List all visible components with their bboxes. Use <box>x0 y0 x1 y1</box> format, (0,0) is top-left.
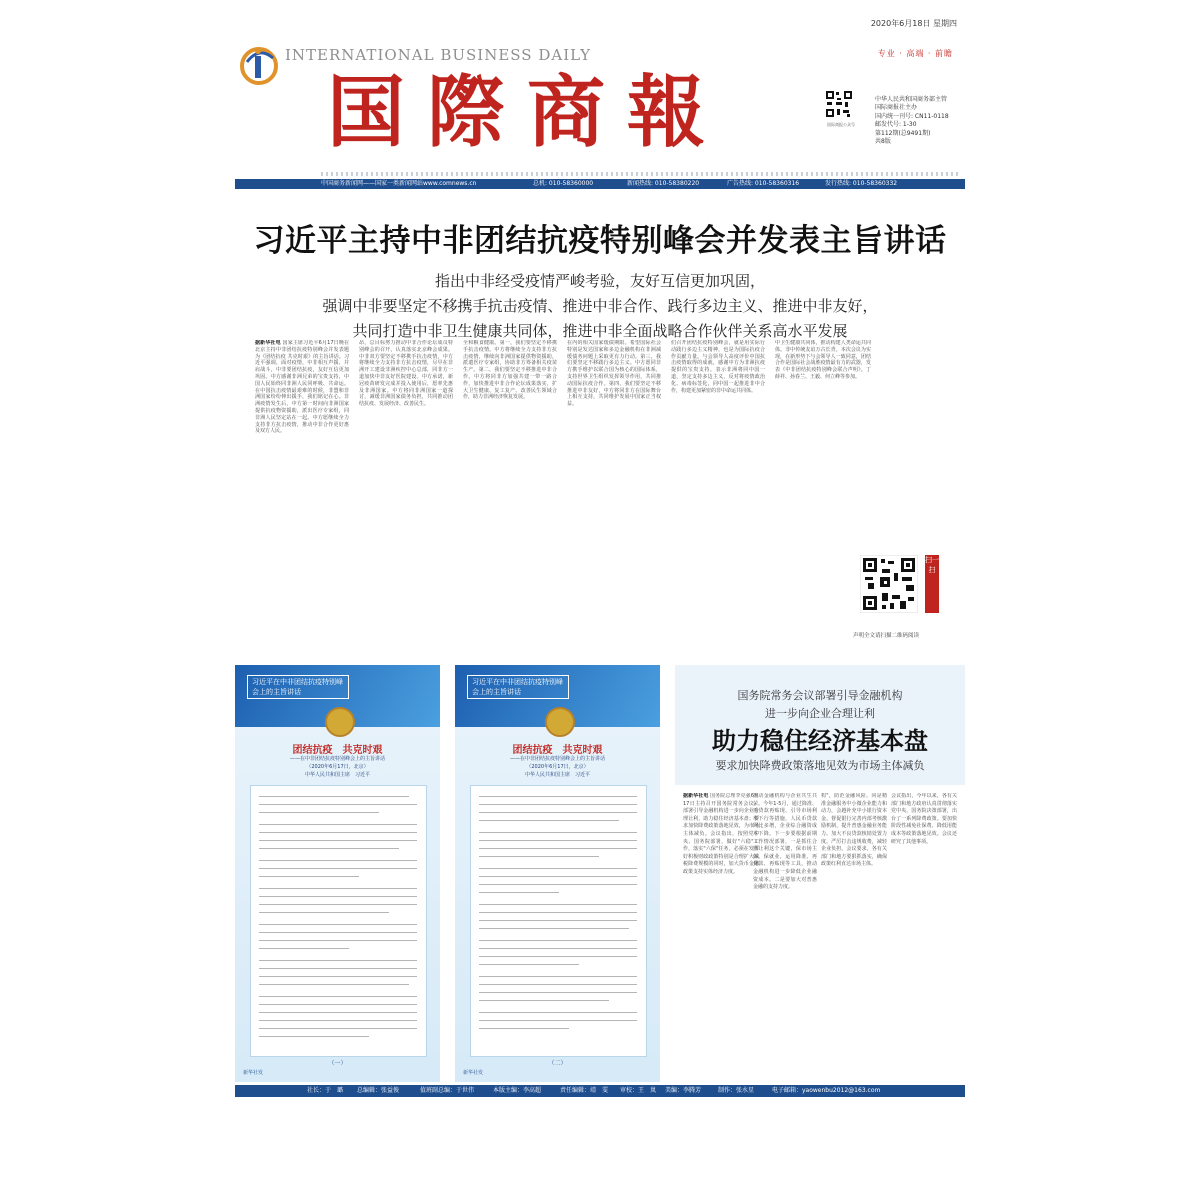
pub-line: 国际商报社主办 <box>875 104 918 112</box>
booklet-tag: 习近平在中非团结抗疫特别峰会上的主旨讲话 <box>247 675 349 699</box>
text-line <box>479 804 637 805</box>
booklet-subtitle-line: （2020年6月17日，北京） <box>306 764 369 770</box>
wechat-qr-code[interactable] <box>825 90 853 118</box>
text-line <box>259 824 417 825</box>
text-line <box>479 904 637 905</box>
text-line <box>259 840 417 841</box>
text-line <box>479 956 637 957</box>
booklet-tag: 习近平在中非团结抗疫特别峰会上的主旨讲话 <box>467 675 569 699</box>
text-line <box>479 920 637 921</box>
producer-credit: 制作：张水星 <box>718 1087 755 1094</box>
article-column <box>255 340 349 660</box>
ad-hotline: 广告热线: 010-58360316 <box>727 180 800 187</box>
slogan: 专业 · 高端 · 前瞻 <box>877 49 953 58</box>
booklet-title: 团结抗疫 共克时艰 <box>292 745 383 756</box>
text-line <box>259 876 359 877</box>
text-line <box>259 804 417 805</box>
article-text: 中卫生健康共同体，推动构建人类命运共同体。非中传统友谊万古长青。本次会议为实现，在新形势下与会领导人一致同意，团结合作是国际社会战胜疫情最有力的武器，发表《中非团结抗疫特别峰会联合声明》。丁薛祥、孙春兰、王毅、何立峰等参加。 <box>775 340 871 380</box>
article-column <box>567 340 661 660</box>
text-line <box>479 1000 609 1001</box>
switchboard-info: 总机: 010-58360000 <box>533 180 594 187</box>
article-column <box>463 340 557 660</box>
pub-line: 中华人民共和国商务部主管 <box>875 96 948 103</box>
article-column <box>683 793 759 1083</box>
website-info: 中国商务新闻网——国家一类新闻网站www.comnews.cn <box>321 180 477 187</box>
text-line <box>479 840 637 841</box>
subheadline: 强调中非要坚定不移携手抗击疫情、推进中非合作、践行多边主义、推进中非友好， <box>322 297 878 315</box>
text-line <box>479 868 637 869</box>
text-line <box>259 860 417 861</box>
text-line <box>479 1012 637 1013</box>
text-line <box>259 796 409 797</box>
article-title: 助力稳住经济基本盘 <box>712 727 928 755</box>
text-line <box>479 812 637 813</box>
text-line <box>479 884 637 885</box>
article-subtitle: 要求加快降费政策落地见效为市场主体减负 <box>715 759 925 772</box>
booklet-subtitle-line: ——在中非团结抗疫特别峰会上的主旨讲话 <box>289 756 385 762</box>
text-line <box>259 924 417 925</box>
article-column <box>821 793 887 1083</box>
newspaper-page <box>235 0 965 1200</box>
chinese-masthead: 国際商報 <box>327 67 728 158</box>
booklet-title: 团结抗疫 共克时艰 <box>512 745 603 756</box>
text-line <box>479 984 637 985</box>
text-line <box>259 832 417 833</box>
text-line <box>479 1028 569 1029</box>
text-line <box>479 892 559 893</box>
text-line <box>259 940 417 941</box>
booklet-subtitle-line: ——在中非团结抗疫特别峰会上的主旨讲话 <box>509 756 605 762</box>
article-column <box>891 793 957 1083</box>
booklet-subtitle-line: 中华人民共和国主席 习近平 <box>304 772 370 778</box>
dotted-divider <box>321 172 961 176</box>
article-column <box>359 340 453 660</box>
text-line <box>259 996 417 997</box>
text-line <box>259 1012 417 1013</box>
text-line <box>259 1004 417 1005</box>
text-line <box>259 984 409 985</box>
booklet-credit: 新华社发 <box>243 1070 264 1076</box>
text-line <box>259 932 417 933</box>
text-line <box>479 948 637 949</box>
booklet-subtitle <box>455 755 660 779</box>
pub-line: 第112期(总9491期) <box>875 129 931 137</box>
text-line <box>259 976 417 977</box>
text-line <box>259 948 349 949</box>
text-line <box>479 992 637 993</box>
text-line <box>259 1020 417 1021</box>
booklet-number: （二） <box>548 1060 567 1067</box>
text-line <box>479 796 637 797</box>
article-column <box>775 340 871 550</box>
national-emblem-icon <box>545 707 575 737</box>
pub-line: 国内统一刊号: CN11-0118 <box>875 112 949 120</box>
booklet-text-box <box>250 785 427 1057</box>
text-line <box>479 856 599 857</box>
text-line <box>259 1036 369 1037</box>
text-line <box>479 832 637 833</box>
booklet-subtitle-line: 中华人民共和国主席 习近平 <box>524 772 590 778</box>
pub-line: 邮发代号: 1-30 <box>875 121 917 129</box>
booklet-credit: 新华社发 <box>463 1070 484 1076</box>
main-headline: 习近平主持中非团结抗疫特别峰会并发表主旨讲话 <box>253 223 947 259</box>
text-line <box>479 964 579 965</box>
booklet-subtitle-line: （2020年6月17日，北京） <box>526 764 589 770</box>
article-text: 构"，防范金融风险。同是精准金融服务中小微企业能力和动力，会越补充中小银行资本金。督促银行完善内部考核激励机制，提升普惠金融业务能力。加大不良贷款核销处置力度。严厉打击违规收费，减轻企业负担。会议要求，各有关部门和地方要狠抓落实，确保政策红利直达市场主体。 <box>821 793 887 868</box>
text-line <box>259 960 417 961</box>
qr-caption: 声明全文请扫描二维码阅读 <box>853 633 920 639</box>
responsible-editor-credit: 责任编辑：靖 雯 <box>560 1087 609 1094</box>
dateline: 据新华社电 <box>255 340 281 346</box>
staff-bar <box>235 1085 965 1097</box>
text-line <box>479 928 629 929</box>
article-column <box>753 793 817 1083</box>
text-line <box>259 888 417 889</box>
text-line <box>479 820 619 821</box>
text-line <box>259 968 417 969</box>
article-kicker: 国务院常务会议部署引导金融机构 <box>737 689 903 702</box>
text-line <box>479 848 637 849</box>
booklet-text-box <box>470 785 647 1057</box>
article-text: 昂，总目标努力推动中非合作论坛成员特别峰会的召开，认真落实北京峰会成果。中非双方要坚定不移携手抗击疫情，中方将继续全力支持非方抗击疫情，尽早在非洲开工建设非洲疾控中心总部，同非方一道加快中非友好医院建设。中方承诺，新冠疫苗研发完成并投入使用后，愿率先惠及非洲国家。中方将同非洲国家一道探讨，减缓非洲国家债务负担，共同推动团结抗疫、发展经济、改善民生。 <box>359 340 453 408</box>
text-line <box>479 876 637 877</box>
article-kicker: 进一步向企业合理让利 <box>765 707 875 720</box>
publication-info <box>875 96 949 146</box>
speech-booklet-image <box>235 665 440 1082</box>
contact-bar <box>235 179 965 189</box>
text-line <box>259 848 399 849</box>
article-text: 在内的相关国家缓债期限。希望国际社会特别是发达国家和多边金融机构在非洲减缓债务问题上采取更有力行动。第三，我们要坚定不移践行多边主义。中方愿同非方携手维护以联合国为核心的国际体系，支持世界卫生组织发挥领导作用，共同推动国际抗疫合作。第四，我们要坚定不移推进中非友好，中方将同非方在国际舞台上相互支持，共同维护发展中国家正当权益。 <box>567 340 661 408</box>
national-emblem-icon <box>325 707 355 737</box>
text-line <box>479 976 637 977</box>
pub-line: 共8版 <box>875 138 891 146</box>
page-editor-credit: 本版主编：李高超 <box>493 1087 542 1094</box>
art-editor-credit: 美编：李腾芳 <box>665 1087 702 1094</box>
text-line <box>259 812 379 813</box>
article-text: 全和粮食健康。第一，我们要坚定不移携手抗击疫情。中方将继续全力支持非方抗击疫情，继续向非洲国家提供物资援助，派遣医疗专家组，协助非方筹备相关疫苗生产。第二，我们要坚定不移推进中非合作。中方将同非方加强共建一带一路合作，加快推进中非合作论坛成果落实，扩大卫生健康、复工复产、改善民生领域合作，助力非洲经济恢复发展。 <box>463 340 557 401</box>
email-link[interactable]: 电子邮箱：yaowenbu2012@163.com <box>772 1087 881 1094</box>
text-line <box>479 940 637 941</box>
scan-label: 扫一扫 <box>925 555 939 613</box>
text-line <box>259 868 417 869</box>
article-text: 会议指出，今年以来，各有关部门和地方政府认真贯彻落实党中央、国务院决策部署，出台了一系列降费政策。要加快阶段性减免社保费、降低用能成本等政策落地见效。会议还研究了其他事项。 <box>891 793 957 845</box>
article-column <box>671 340 765 660</box>
speech-booklet-image <box>455 665 660 1082</box>
english-masthead: INTERNATIONAL BUSINESS DAILY <box>285 46 592 64</box>
qr-caption: 国际商报公众号 <box>827 122 855 127</box>
text-line <box>479 912 637 913</box>
newspaper-logo-icon <box>239 42 279 86</box>
booklet-subtitle <box>235 755 440 779</box>
proofreader-credit: 审校：王 岚 <box>620 1087 657 1094</box>
chief-editor-credit: 总编辑：张益俊 <box>357 1087 400 1094</box>
subheadline: 指出中非经受疫情严峻考验，友好互信更加巩固， <box>434 272 765 290</box>
statement-qr-code[interactable] <box>860 555 918 613</box>
distribution-hotline: 发行热线: 010-58360332 <box>825 180 898 187</box>
state-council-article <box>675 665 965 1082</box>
text-line <box>259 912 389 913</box>
article-text: 推动金融机构与企业共生共荣。今年1-5月，通过降准、再贷款再贴现、引导市场利率下行等措施，人民币贷款同比多增，企业综合融资成本下降。下一步要根据前期工作情况部署，一是抓住合理让利这个关键，保市场主体、保就业，运用降准、再贷款、再贴现等工具，推动金融机构进一步降低企业融资成本。二是要加大对普惠金融的支持力度。 <box>753 793 817 891</box>
booklet-number: （一） <box>328 1060 347 1067</box>
text-line <box>479 1020 637 1021</box>
subheadline: 共同打造中非卫生健康共同体，推进中非全面战略合作伙伴关系高水平发展 <box>352 322 848 340</box>
news-hotline: 新闻热线: 010-58380220 <box>627 180 700 187</box>
text-line <box>259 896 417 897</box>
article-text: 国家主席习近平6月17日晚在北京主持中非团结抗疫特别峰会并发表题为《团结抗疫 共克时艰》的主旨讲话。习近平强调，面对疫情，中非相互声援、并肩战斗，中非要团结抗疫，友好互信更加巩固。中方感谢非洲兄弟的宝贵支持，中国人民始终同非洲人民同呼吸、共命运。在中国抗击疫情最艰难的时候，非盟和非洲国家纷纷伸出援手，我们铭记在心。非洲疫情发生后，中方第一时间向非洲国家提供抗疫物资援助，派出医疗专家组，同非洲人民坚定站在一起。中方愿继续全力支持非方抗击疫情，推动中非合作更好惠及双方人民。 <box>255 340 349 435</box>
dateline: 据新华社电 <box>683 793 709 799</box>
text-line <box>259 1028 417 1029</box>
article-text: 们召开团结抗疫特别峰会，就是用实际行动践行多边主义精神，也是为国际抗疫合作贡献力量。与会领导人高度评价中国抗击疫情取得的成就，感谢中方为非洲抗疫提供的宝贵支持。表示非洲将同中国一道，坚定支持多边主义，反对将疫情政治化、病毒标签化，同中国一起推进非中合作，构建更加紧密的非中命运共同体。 <box>671 340 765 394</box>
president-credit: 社长：于 璐 <box>307 1087 344 1094</box>
article-text: 国务院总理李克强6月17日主持召开国务院常务会议，部署引导金融机构进一步向企业合理让利，助力稳住经济基本盘；要求加快降费政策落地见效，为市场主体减负。会议指出，按照党中央、国务院部署，做好"六稳"工作，落实"六保"任务，必须在发挥好积极财政政策特别是合理扩大减税降费规模的同时，加大货币金融政策支持实体经济力度。 <box>683 793 759 875</box>
issue-date: 2020年6月18日 星期四 <box>870 19 957 28</box>
text-line <box>259 904 417 905</box>
duty-chief-credit: 值班副总编：于世伟 <box>420 1087 475 1094</box>
